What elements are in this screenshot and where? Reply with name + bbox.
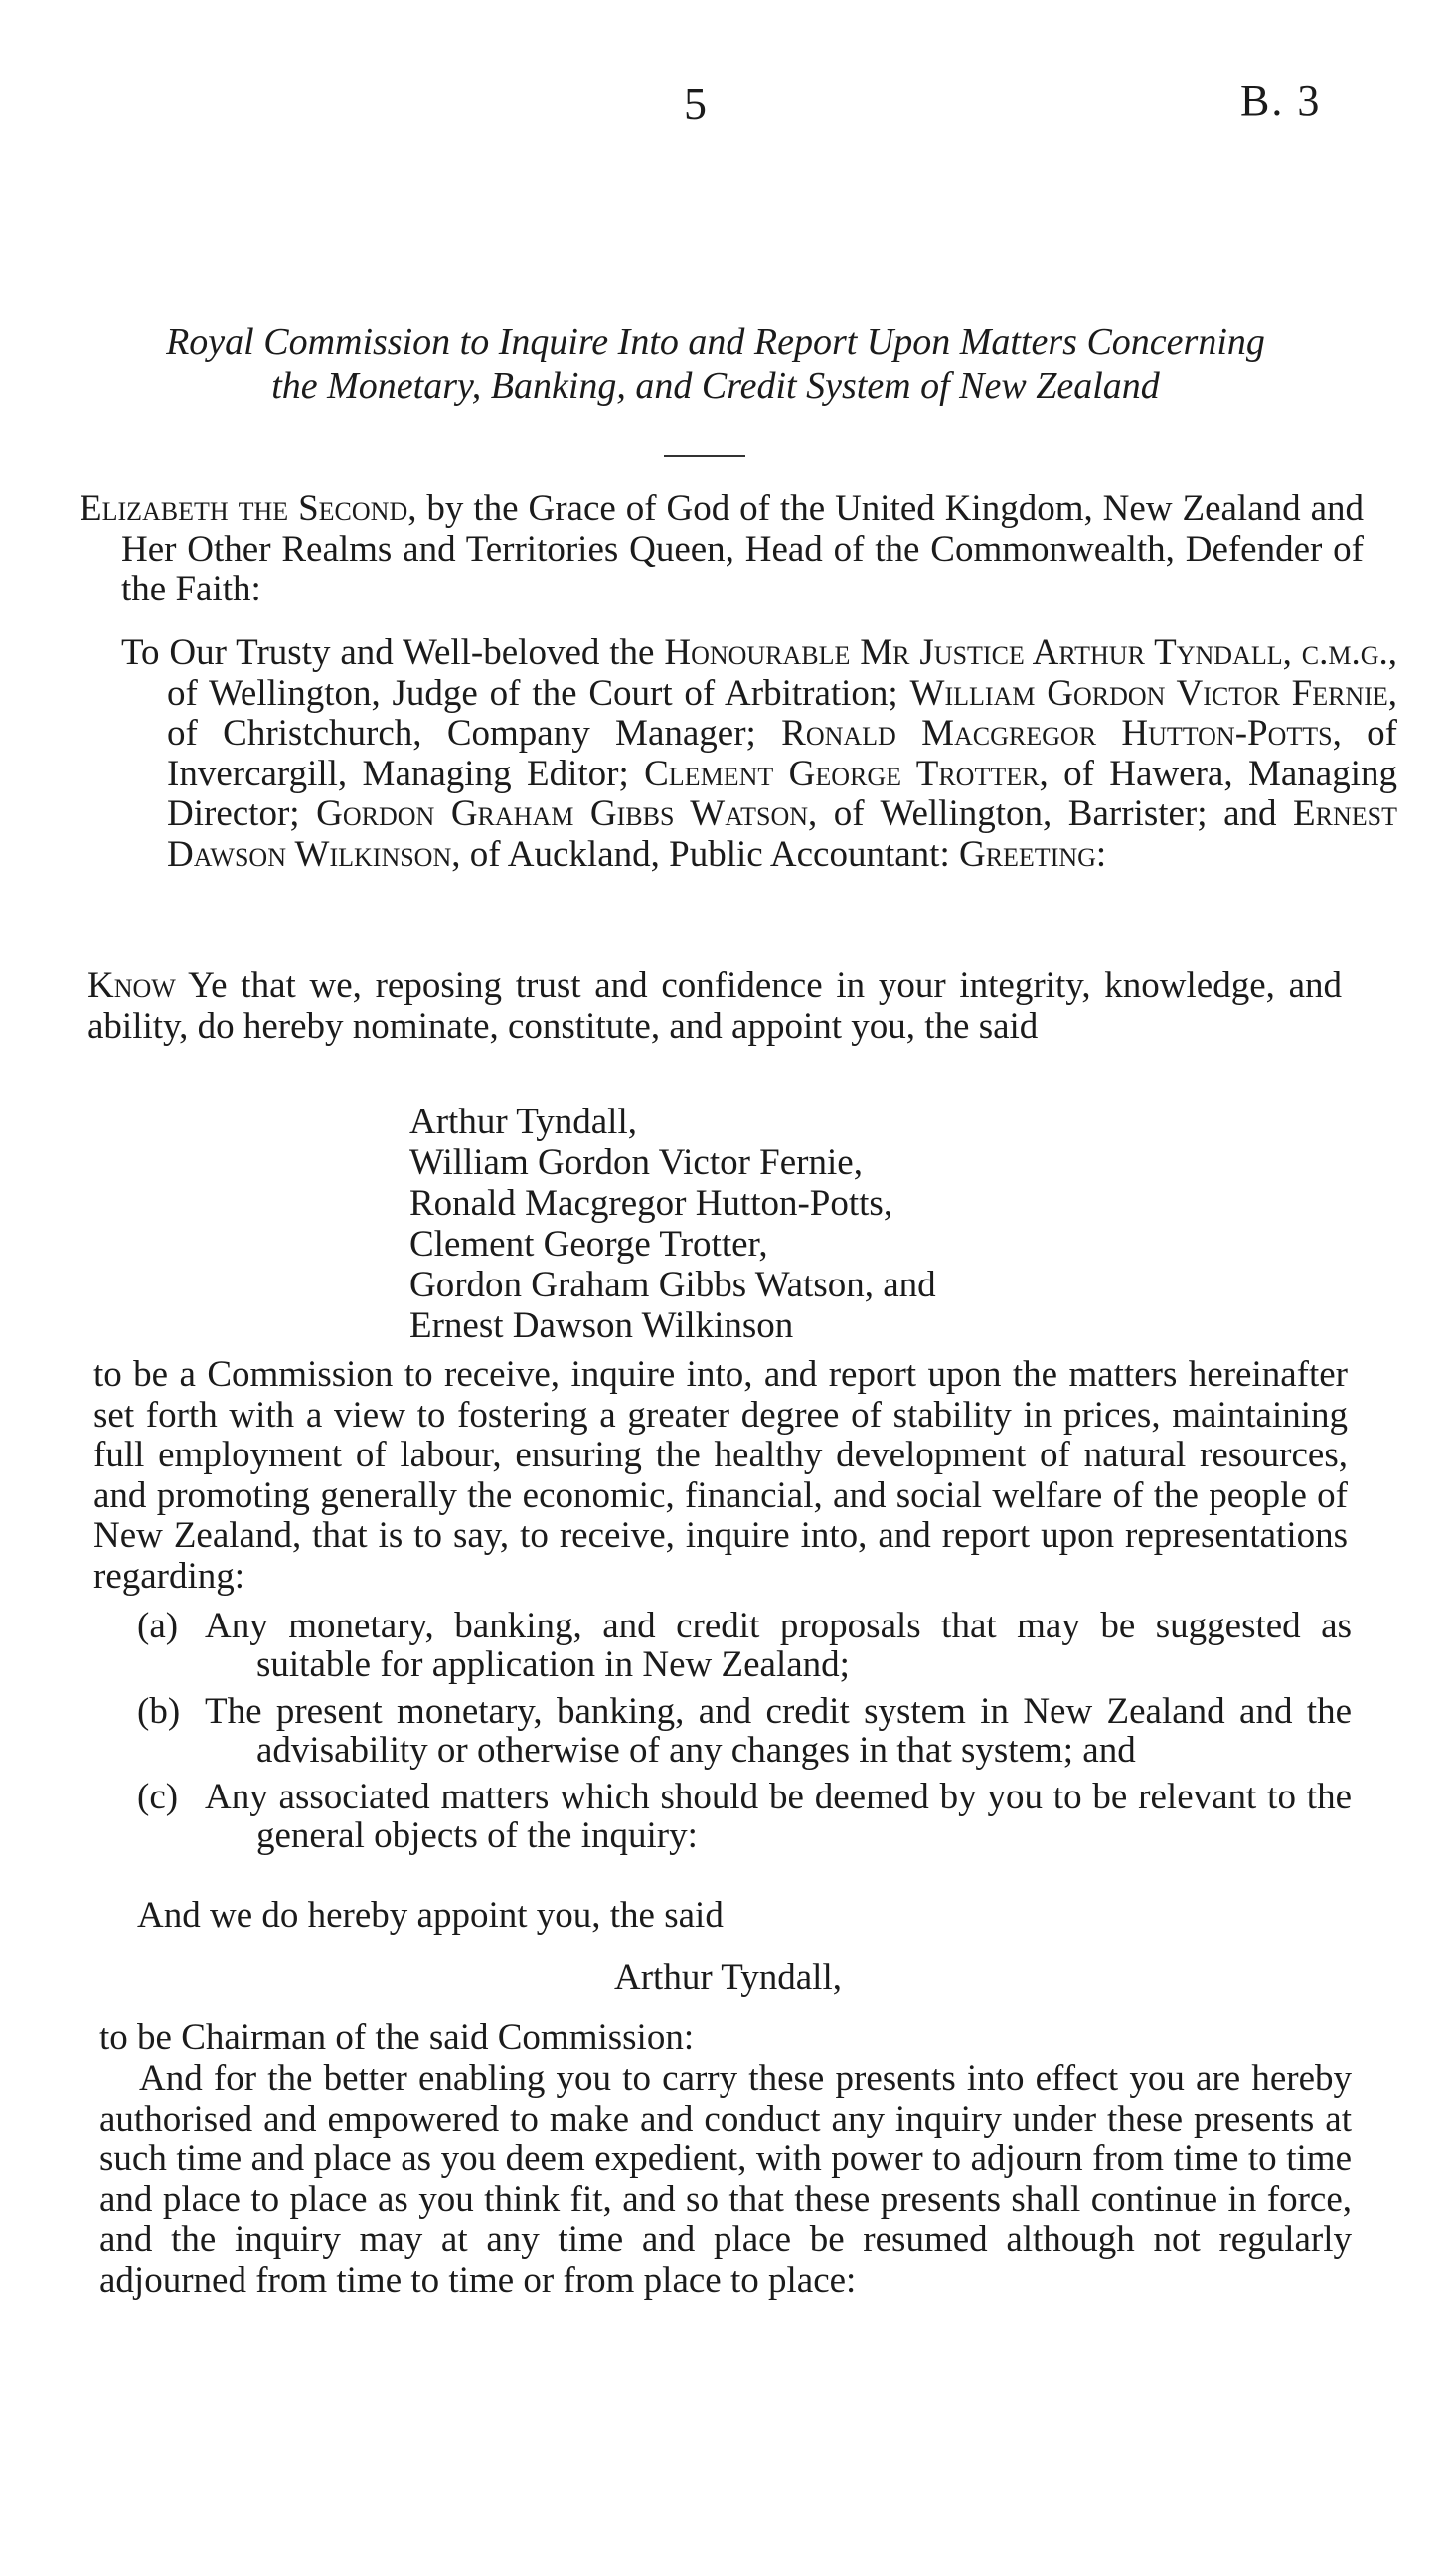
greeting-word: Greeting bbox=[958, 833, 1096, 875]
commissioner-wilkinson: Ernest Dawson Wilkinson bbox=[167, 793, 1397, 875]
intro-text: , by the Grace of God of the United Kingdom, New Zealand and Her Other Realms and Territories Queen, Head of the Commonwealth, Defender of the Faith: bbox=[121, 488, 1364, 609]
commissioner-fernie: William Gordon Victor Fernie bbox=[909, 672, 1388, 714]
commissioner-name: William Gordon Victor Fernie, bbox=[409, 1142, 863, 1183]
address-text: , of Invercargill, Managing Editor; bbox=[167, 713, 1398, 794]
chairman-name: Arthur Tyndall, bbox=[614, 1958, 842, 1998]
sovereign-name: Elizabeth the Second bbox=[80, 488, 408, 529]
list-item bbox=[137, 1778, 1352, 1855]
title-line-2: the Monetary, Banking, and Credit System of New Zealand bbox=[271, 365, 1160, 407]
address-colon: : bbox=[1095, 833, 1107, 875]
know-text: Ye that we, reposing trust and confidence in your integrity, knowledge, and ability, do hereby nominate, constitute, and appoint you, the said bbox=[87, 965, 1342, 1047]
appoint-paragraph: And we do hereby appoint you, the said bbox=[137, 1895, 724, 1936]
page-title bbox=[70, 320, 1362, 408]
commissioner-watson: Gordon Graham Gibbs Watson bbox=[316, 793, 808, 834]
commissioner-hutton-potts: Ronald Macgregor Hutton-Potts bbox=[781, 713, 1333, 754]
honour-cmg: c.m.g. bbox=[1301, 632, 1388, 673]
page-number: 5 bbox=[684, 79, 707, 129]
intro-paragraph bbox=[80, 489, 1364, 610]
know-lead: Know bbox=[87, 965, 176, 1006]
title-divider bbox=[664, 455, 745, 457]
address-text: , of Hawera, Managing Director; bbox=[167, 753, 1397, 834]
address-text: , of Wellington, Judge of the Court of Arbitration; bbox=[167, 632, 1397, 714]
powers-paragraph: And for the better enabling you to carry these presents into effect you are hereby authorised and empowered to make and conduct any inquiry under these presents at such time and place as you deem expedient, with power to adjourn from time to time and place to place as you think fit, and so that these presents shall continue in force, and the inquiry may at any time and place be resumed although not regularly adjourned from time to time or from place to place: bbox=[99, 2058, 1352, 2301]
title-line-1: Royal Commission to Inquire Into and Report Upon Matters Concerning bbox=[166, 321, 1265, 363]
inquiry-items bbox=[137, 1607, 1352, 1863]
list-item bbox=[137, 1607, 1352, 1684]
chairman-paragraph: to be Chairman of the said Commission: bbox=[99, 2017, 695, 2058]
address-text: , of Wellington, Barrister; and bbox=[808, 793, 1294, 834]
commissioner-name: Arthur Tyndall, bbox=[409, 1102, 637, 1142]
item-label: (a) bbox=[137, 1606, 179, 1646]
document-reference: B. 3 bbox=[1240, 77, 1322, 125]
item-label: (c) bbox=[137, 1777, 179, 1817]
commissioner-name: Clement George Trotter, bbox=[409, 1224, 768, 1265]
address-lead: To Our Trusty and Well-beloved the bbox=[121, 632, 665, 673]
item-text: The present monetary, banking, and credit system in New Zealand and the advisability or otherwise of any changes in that system; and bbox=[205, 1691, 1352, 1771]
item-label: (b) bbox=[137, 1691, 181, 1732]
address-text: , of Christchurch, Company Manager; bbox=[167, 672, 1397, 754]
item-text: Any associated matters which should be deemed by you to be relevant to the general objects of the inquiry: bbox=[205, 1777, 1352, 1856]
commissioner-names bbox=[409, 1102, 936, 1346]
commissioner-tyndall: Honourable Mr Justice Arthur Tyndall bbox=[664, 632, 1283, 673]
commissioner-trotter: Clement George Trotter bbox=[644, 753, 1040, 794]
commissioner-name: Ronald Macgregor Hutton-Potts, bbox=[409, 1183, 893, 1224]
address-paragraph bbox=[121, 633, 1397, 875]
address-sep: , bbox=[1282, 632, 1302, 673]
item-text: Any monetary, banking, and credit proposals that may be suggested as suitable for application in New Zealand; bbox=[205, 1606, 1352, 1685]
purpose-paragraph: to be a Commission to receive, inquire into, and report upon the matters hereinafter set forth with a view to fostering a greater degree of stability in prices, maintaining full employment of labour, ensuring the healthy development of natural resources, and promoting generally the economic, financial, and social welfare of the people of New Zealand, that is to say, to receive, inquire into, and report upon representations regarding: bbox=[93, 1354, 1348, 1597]
commissioner-name: Gordon Graham Gibbs Watson, and bbox=[409, 1265, 936, 1305]
commissioner-name: Ernest Dawson Wilkinson bbox=[409, 1305, 794, 1346]
list-item bbox=[137, 1692, 1352, 1770]
know-paragraph bbox=[87, 966, 1342, 1047]
address-text: , of Auckland, Public Accountant: bbox=[451, 833, 959, 875]
